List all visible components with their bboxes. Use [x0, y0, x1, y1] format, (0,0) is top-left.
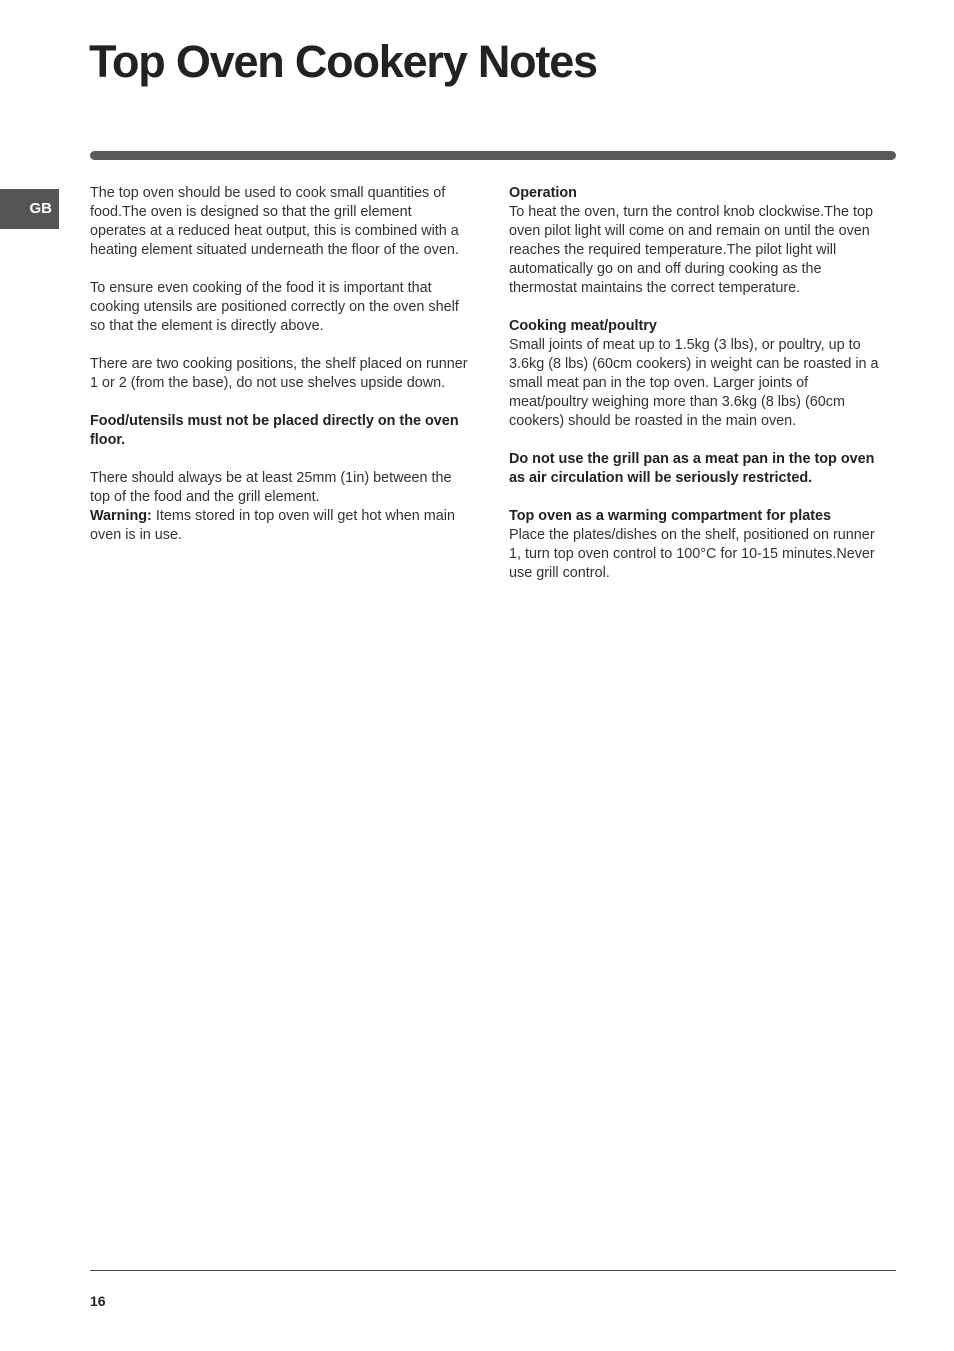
language-tab: GB — [0, 189, 59, 229]
left-column — [90, 184, 468, 564]
warming-heading: Top oven as a warming compartment for plates — [509, 508, 831, 524]
operation-text: To heat the oven, turn the control knob clockwise.The top oven pilot light will come on and remain on until the oven reaches the required temperature.The pilot light will automatically go on and off during cooking as the thermostat maintains the correct temperature. — [509, 204, 873, 296]
operation-section — [509, 184, 887, 298]
operation-heading: Operation — [509, 185, 577, 201]
header-divider — [90, 151, 896, 160]
meat-poultry-text: Small joints of meat up to 1.5kg (3 lbs), or poultry, up to 3.6kg (8 lbs) (60cm cookers) in weight can be roasted in a small meat pan in the top oven. Larger joints of meat/poultry weighing more than 3.6kg (8 lbs) (60cm cookers) should be roasted in the main oven. — [509, 337, 879, 429]
cooking-positions-paragraph: There are two cooking positions, the shelf placed on runner 1 or 2 (from the base), do not use shelves upside down. — [90, 356, 468, 391]
meat-poultry-heading: Cooking meat/poultry — [509, 318, 657, 334]
oven-floor-warning: Food/utensils must not be placed directly on the oven floor. — [90, 413, 459, 448]
warning-label: Warning: — [90, 508, 152, 524]
intro-paragraph: The top oven should be used to cook small quantities of food.The oven is designed so that the grill element operates at a reduced heat output, this is combined with a heating element situated underneath the floor of the oven. — [90, 185, 459, 258]
even-cooking-paragraph: To ensure even cooking of the food it is important that cooking utensils are positioned correctly on the oven shelf so that the element is directly above. — [90, 280, 459, 334]
page-number: 16 — [90, 1293, 106, 1309]
meat-poultry-section — [509, 317, 887, 431]
footer-divider — [90, 1270, 896, 1271]
spacing-text: There should always be at least 25mm (1in) between the top of the food and the grill element. — [90, 470, 452, 505]
right-column — [509, 184, 887, 602]
warming-text: Place the plates/dishes on the shelf, positioned on runner 1, turn top oven control to 100°C for 10-15 minutes.Never use grill control. — [509, 527, 875, 581]
warning-text: Items stored in top oven will get hot when main oven is in use. — [90, 508, 455, 543]
warming-section — [509, 507, 887, 583]
page-title: Top Oven Cookery Notes — [89, 36, 597, 87]
spacing-paragraph — [90, 469, 468, 545]
grill-pan-warning: Do not use the grill pan as a meat pan in the top oven as air circulation will be seriously restricted. — [509, 451, 875, 486]
